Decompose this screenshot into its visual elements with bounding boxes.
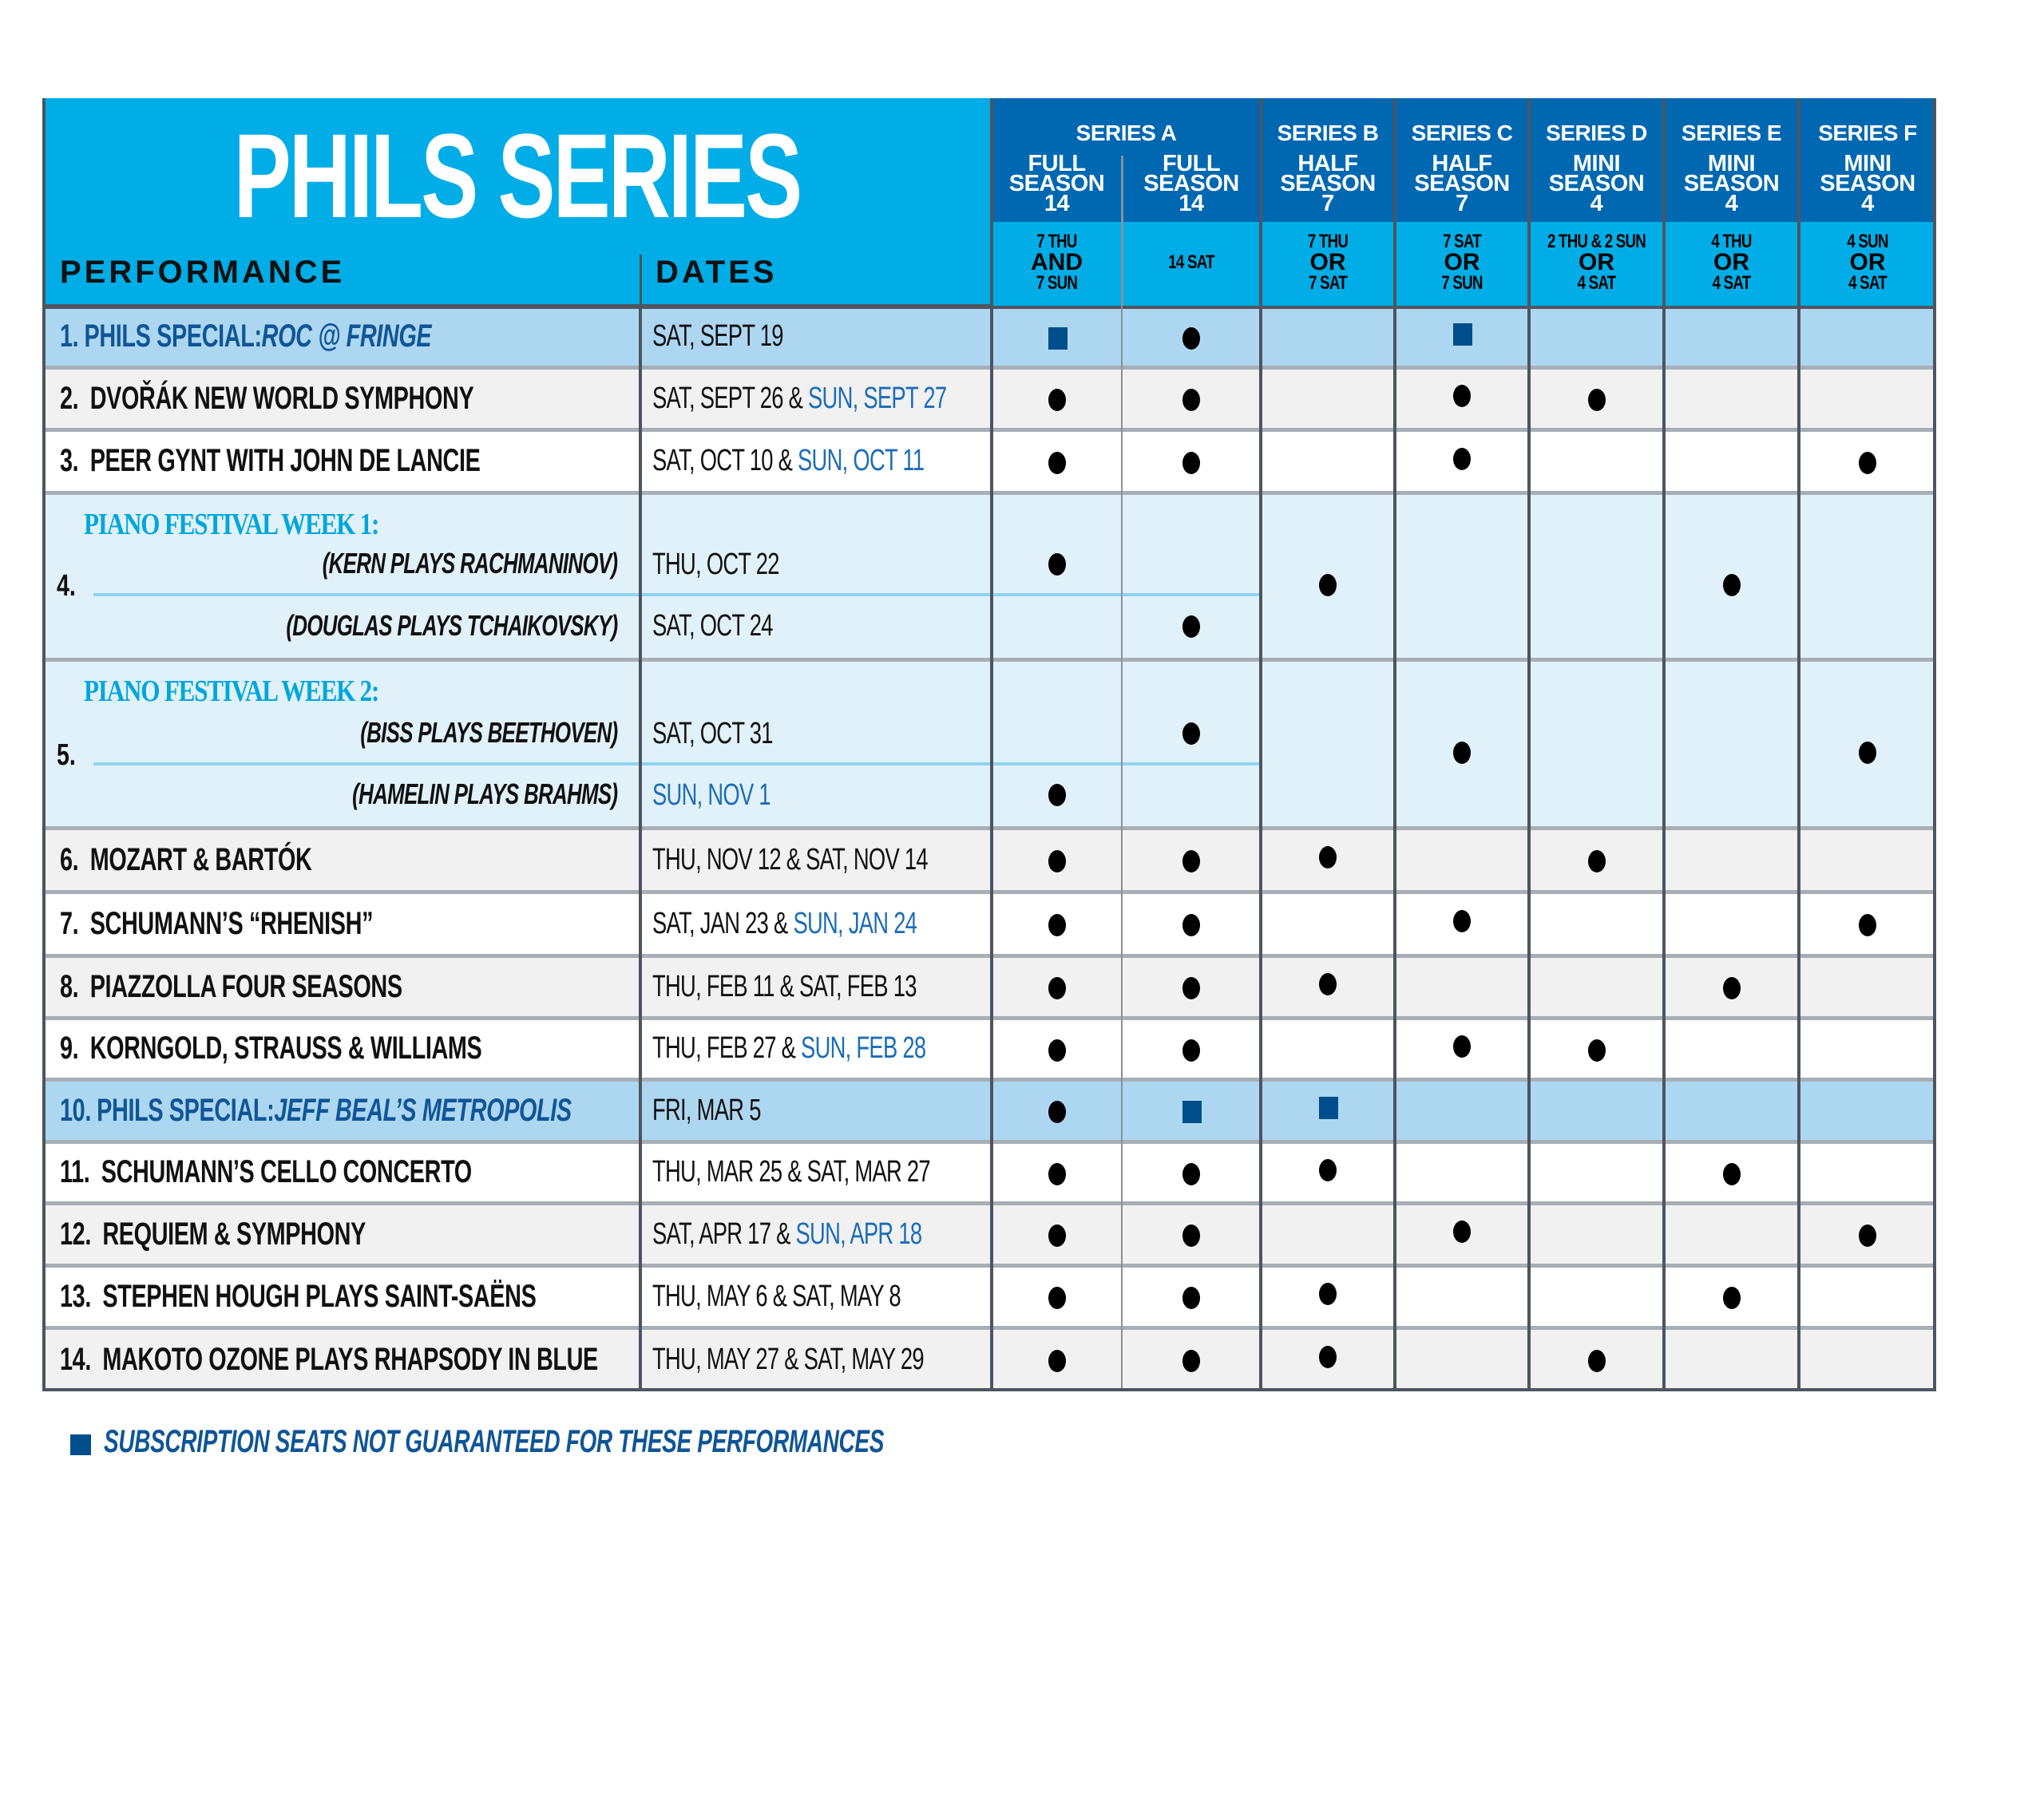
schedule-line: OR bbox=[1713, 249, 1749, 275]
season-line: 4 bbox=[1861, 191, 1874, 216]
performance-number: 14. bbox=[60, 1341, 91, 1377]
season-line: 14 bbox=[1044, 191, 1070, 216]
series-name: SERIES E bbox=[1681, 121, 1782, 145]
date-text: FRI, MAR 5 bbox=[652, 1093, 761, 1127]
schedule-label bbox=[1122, 252, 1261, 273]
performance-number: 9. bbox=[60, 1031, 79, 1066]
performance-number: 3. bbox=[60, 443, 79, 478]
series-name: SERIES D bbox=[1546, 121, 1647, 145]
season-line: FULL bbox=[1028, 151, 1086, 176]
page-title: PHILS SERIES bbox=[233, 109, 801, 243]
season-line: HALF bbox=[1297, 151, 1358, 176]
schedule-header bbox=[1529, 222, 1664, 306]
season-line: 4 bbox=[1590, 191, 1603, 216]
season-line: 4 bbox=[1725, 191, 1738, 216]
performance-number: 6. bbox=[60, 841, 79, 877]
season-line: FULL bbox=[1162, 151, 1221, 176]
season-label bbox=[1799, 151, 1936, 216]
schedule-line: 14 SAT bbox=[1168, 251, 1214, 273]
legend-text: SUBSCRIPTION SEATS NOT GUARANTEED FOR THESE PERFORMANCES bbox=[104, 1424, 885, 1459]
performance-name: ROC @ FRINGE bbox=[261, 318, 432, 354]
festival-concert-title: (KERN PLAYS RACHMANINOV) bbox=[322, 547, 617, 580]
divider bbox=[990, 98, 993, 306]
schedule-header bbox=[1799, 222, 1936, 306]
date-text: THU, NOV 12 & SAT, NOV 14 bbox=[652, 842, 928, 876]
date-text: THU, OCT 22 bbox=[652, 547, 779, 581]
schedule-line: 7 THU bbox=[1036, 231, 1077, 252]
sunday-date-text: SUN, NOV 1 bbox=[652, 777, 770, 812]
divider bbox=[1797, 98, 1800, 306]
sunday-date-text: SUN, FEB 28 bbox=[801, 1031, 926, 1065]
season-line: SEASON bbox=[1683, 171, 1780, 196]
sunday-date-text: SUN, JAN 24 bbox=[793, 906, 917, 940]
schedule-label bbox=[1395, 231, 1529, 294]
schedule-line: 2 THU & 2 SUN bbox=[1547, 231, 1646, 252]
schedule-line: 7 THU bbox=[1307, 231, 1349, 252]
season-label bbox=[1122, 151, 1261, 216]
season-line: SEASON bbox=[1008, 171, 1105, 196]
series-name: SERIES B bbox=[1277, 121, 1379, 145]
schedule-label bbox=[1664, 231, 1799, 294]
performance-number: 7. bbox=[60, 905, 79, 941]
divider bbox=[1393, 98, 1396, 306]
season-line: MINI bbox=[1844, 151, 1891, 176]
schedule-label bbox=[1799, 231, 1936, 294]
schedule-label bbox=[1529, 231, 1664, 294]
date-text: THU, MAR 25 & SAT, MAR 27 bbox=[652, 1155, 930, 1189]
schedule-header bbox=[1261, 222, 1395, 306]
schedule-line: 4 SAT bbox=[1577, 272, 1616, 294]
season-line: MINI bbox=[1572, 151, 1621, 176]
performance-number: 8. bbox=[60, 968, 79, 1004]
schedule-line: 7 SAT bbox=[1443, 231, 1481, 252]
date-text: SAT, SEPT 26 & bbox=[652, 381, 809, 415]
column-header-performance: PERFORMANCE bbox=[60, 255, 346, 290]
date-text: THU, FEB 27 & bbox=[652, 1031, 802, 1065]
performance-number: 1. bbox=[60, 318, 79, 354]
festival-concert-title: (DOUGLAS PLAYS TCHAIKOVSKY) bbox=[286, 608, 617, 642]
season-line: 7 bbox=[1321, 191, 1334, 216]
performance-name: PIAZZOLLA FOUR SEASONS bbox=[89, 968, 402, 1004]
schedule-line: 7 SAT bbox=[1309, 272, 1347, 294]
performance-number: 10. bbox=[60, 1092, 91, 1128]
sunday-date-text: SUN, SEPT 27 bbox=[808, 381, 947, 415]
date-text: SAT, JAN 23 & bbox=[652, 906, 794, 940]
performance-name: KORNGOLD, STRAUSS & WILLIAMS bbox=[89, 1031, 482, 1066]
performance-name: MAKOTO OZONE PLAYS RHAPSODY IN BLUE bbox=[102, 1341, 598, 1377]
season-label bbox=[1529, 151, 1664, 216]
date-text: SAT, APR 17 & bbox=[652, 1217, 796, 1251]
square-legend-icon bbox=[70, 1434, 91, 1455]
schedule-line: 4 THU bbox=[1711, 231, 1752, 252]
festival-title: PIANO FESTIVAL WEEK 1: bbox=[84, 508, 379, 541]
divider bbox=[1662, 98, 1666, 306]
schedule-header bbox=[1395, 222, 1529, 306]
performance-name: SCHUMANN’S “RHENISH” bbox=[89, 905, 374, 941]
schedule-line: AND bbox=[1031, 249, 1083, 275]
divider bbox=[1527, 98, 1531, 306]
season-line: 7 bbox=[1456, 191, 1468, 216]
festival-concert-title: (BISS PLAYS BEETHOVEN) bbox=[359, 716, 617, 749]
season-label bbox=[1664, 151, 1799, 216]
date-text: SAT, OCT 10 & bbox=[652, 444, 798, 477]
column-header-dates: DATES bbox=[656, 255, 778, 290]
performance-name: DVOŘÁK NEW WORLD SYMPHONY bbox=[89, 380, 474, 416]
performance-name: REQUIEM & SYMPHONY bbox=[102, 1216, 366, 1252]
schedule-label bbox=[1261, 231, 1395, 294]
date-text: THU, MAY 6 & SAT, MAY 8 bbox=[652, 1279, 901, 1313]
performance-name: MOZART & BARTÓK bbox=[89, 841, 312, 877]
season-label bbox=[1261, 151, 1395, 216]
season-line: MINI bbox=[1707, 151, 1756, 176]
schedule-label bbox=[992, 231, 1122, 294]
schedule-line: OR bbox=[1849, 249, 1886, 275]
performance-prefix: PHILS SPECIAL: bbox=[84, 318, 262, 354]
season-line: SEASON bbox=[1280, 171, 1376, 196]
date-text: SAT, OCT 24 bbox=[652, 609, 773, 643]
phils-series-table bbox=[42, 98, 1936, 1391]
performance-name: STEPHEN HOUGH PLAYS SAINT-SAËNS bbox=[102, 1278, 537, 1314]
performance-prefix: PHILS SPECIAL: bbox=[97, 1092, 275, 1128]
season-line: HALF bbox=[1432, 151, 1492, 176]
festival-concert-title: (HAMELIN PLAYS BRAHMS) bbox=[351, 777, 617, 810]
season-label bbox=[992, 151, 1122, 216]
schedule-header bbox=[1122, 222, 1261, 306]
series-name: SERIES A bbox=[1075, 121, 1177, 145]
schedule-line: 4 SAT bbox=[1712, 272, 1751, 294]
schedule-header bbox=[992, 222, 1122, 306]
series-name: SERIES F bbox=[1818, 121, 1917, 145]
season-label bbox=[1395, 151, 1529, 216]
schedule-line: 7 SUN bbox=[1036, 272, 1078, 294]
performance-number: 13. bbox=[60, 1278, 91, 1314]
performance-number: 4. bbox=[57, 569, 76, 603]
date-text: SAT, OCT 31 bbox=[652, 716, 773, 750]
schedule-line: OR bbox=[1579, 249, 1614, 275]
divider bbox=[1259, 98, 1262, 306]
season-line: SEASON bbox=[1548, 171, 1645, 196]
season-line: 14 bbox=[1178, 191, 1204, 216]
season-line: SEASON bbox=[1820, 171, 1915, 196]
performance-name: SCHUMANN’S CELLO CONCERTO bbox=[101, 1154, 472, 1189]
schedule-header bbox=[1664, 222, 1799, 306]
series-name: SERIES C bbox=[1411, 121, 1513, 145]
divider bbox=[1933, 98, 1936, 306]
performance-name: PEER GYNT WITH JOHN DE LANCIE bbox=[89, 443, 481, 478]
performance-number: 11. bbox=[60, 1154, 90, 1189]
sunday-date-text: SUN, OCT 11 bbox=[798, 444, 925, 477]
festival-title: PIANO FESTIVAL WEEK 2: bbox=[84, 675, 379, 708]
date-text: THU, FEB 11 & SAT, FEB 13 bbox=[652, 969, 917, 1003]
sunday-date-text: SUN, APR 18 bbox=[795, 1217, 922, 1251]
performance-name: JEFF BEAL’S METROPOLIS bbox=[274, 1092, 572, 1128]
schedule-line: 4 SAT bbox=[1848, 272, 1887, 294]
divider bbox=[1121, 156, 1123, 222]
season-line: SEASON bbox=[1143, 171, 1239, 196]
performance-number: 5. bbox=[57, 738, 76, 772]
schedule-line: 4 SUN bbox=[1847, 231, 1888, 252]
schedule-line: OR bbox=[1444, 249, 1480, 275]
schedule-line: 7 SUN bbox=[1441, 272, 1483, 294]
schedule-line: OR bbox=[1309, 249, 1346, 275]
divider bbox=[1121, 222, 1123, 306]
date-text: THU, MAY 27 & SAT, MAY 29 bbox=[652, 1342, 924, 1376]
performance-number: 2. bbox=[60, 380, 79, 416]
performance-number: 12. bbox=[60, 1216, 91, 1252]
season-line: SEASON bbox=[1414, 171, 1510, 196]
date-text: SAT, SEPT 19 bbox=[652, 319, 783, 353]
